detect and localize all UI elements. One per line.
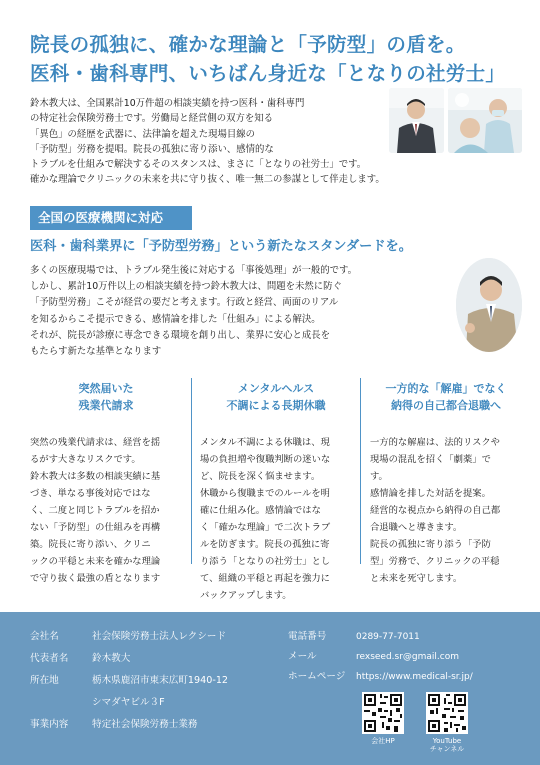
column-line: 場の負担増や復職判断の迷いな — [200, 454, 331, 465]
column-body — [30, 434, 182, 587]
column-line: り添う「となりの社労士」とし — [200, 556, 331, 567]
column-line: く「確かな理論」で二次トラブ — [200, 522, 331, 533]
section-line: しかし、累計10万件以上の相談実績を持つ鈴木教大は、問題を未然に防ぐ — [30, 281, 342, 293]
mail-label: メール — [288, 651, 317, 662]
column-title-line: 一方的な「解雇」でなく — [385, 382, 507, 395]
column-line: と未来を死守します。 — [370, 573, 463, 584]
web-label: ホームページ — [288, 671, 346, 682]
address-line1: 栃木県鹿沼市東末広町1940-12 — [92, 675, 229, 686]
qr-caption-company: 会社HP — [371, 737, 395, 745]
headline-line1: 院長の孤独に、確かな理論と「予防型」の盾を。 — [30, 33, 466, 56]
column-divider — [191, 378, 192, 564]
column-overtime — [30, 380, 182, 587]
section-heading: 医科・歯科業界に「予防型労務」という新たなスタンダードを。 — [30, 239, 412, 254]
dental-clinic-photo — [448, 88, 522, 153]
column-divider — [360, 378, 361, 564]
qr-caption-youtube — [420, 737, 474, 753]
column-line: ルを防ぎます。院長の孤独に寄 — [200, 539, 330, 550]
headline — [30, 30, 530, 88]
qr-code-youtube[interactable] — [426, 692, 468, 734]
section-line: 多くの医療現場では、トラブル発生後に対応する「事後処理」が一般的です。 — [30, 265, 358, 276]
column-line: 鈴木教大は多数の相談実績に基 — [30, 471, 161, 482]
column-line: 型」労務で、クリニックの平穏 — [370, 556, 500, 567]
intro-text-wide — [30, 157, 530, 188]
section-line: それが、院長が診療に専念できる環境を創り出し、業界に安心と成長を — [30, 329, 331, 341]
column-line: 合退職へと導きます。 — [370, 522, 463, 533]
rep-name: 鈴木教大 — [92, 653, 131, 664]
column-line: 院長の孤独に寄り添う「予防 — [370, 539, 491, 550]
column-title — [370, 380, 522, 414]
web-url[interactable]: https://www.medical-sr.jp/ — [356, 672, 473, 682]
intro-line: 鈴木教大は、全国累計10万件超の相談実績を持つ医科・歯科専門 — [30, 98, 305, 109]
column-line: るがす大きなリスクです。 — [30, 454, 141, 465]
column-line: 休職から復職までのルールを明 — [200, 488, 330, 499]
column-line: ない「予防型」の仕組みを再構 — [30, 522, 161, 533]
business-value: 特定社会保険労務士業務 — [92, 719, 198, 730]
column-line: 経営的な視点から納得の自己都 — [370, 505, 501, 516]
qr-caption-line: YouTube — [432, 737, 462, 745]
column-title-line: 納得の自己都合退職へ — [391, 399, 501, 412]
column-body — [370, 434, 522, 587]
address-line2: シマダヤビル３F — [92, 697, 165, 708]
section-line: を知るからこそ提示できる、感情論を排した「仕組み」による解決。 — [30, 313, 321, 325]
company-name: 社会保険労務士法人レクシード — [92, 631, 227, 642]
headline-line2: 医科・歯科専門、いちばん身近な「となりの社労士」 — [30, 62, 506, 85]
column-body — [200, 434, 352, 604]
portrait-photo — [389, 88, 444, 153]
column-line: 感情論を排した対話を提案。 — [370, 488, 491, 499]
company-label: 会社名 — [30, 631, 59, 642]
intro-line: トラブルを仕組みで解決するそのスタンスは、まさに「となりの社労士」です。 — [30, 159, 367, 170]
business-label: 事業内容 — [30, 719, 69, 730]
column-mental-health — [200, 380, 352, 604]
section-line: 「予防型労務」こそが経営の要だと考えます。行政と経営、両面のリアル — [30, 297, 339, 309]
section-tag: 全国の医療機関に対応 — [30, 206, 192, 230]
intro-line: 確かな理論でクリニックの未来を共に守り抜く、唯一無二の参謀として伴走します。 — [30, 174, 385, 186]
rep-label: 代表者名 — [30, 653, 69, 664]
intro-line: 「異色」の経歴を武器に、法律論を超えた現場目線の — [30, 128, 256, 140]
column-line: づき、単なる事後対応ではな — [30, 488, 151, 499]
column-line: メンタル不調による休職は、現 — [200, 437, 330, 448]
column-line: 築。院長に寄り添い、クリニ — [30, 539, 151, 550]
qr-code-company[interactable] — [362, 692, 404, 734]
section-line: もたらす新たな基準となります — [30, 346, 162, 358]
address-label: 所在地 — [30, 675, 59, 686]
column-line: 突然の残業代請求は、経営を揺 — [30, 437, 161, 448]
footer-info — [0, 612, 540, 765]
column-line: 現場の混乱を招く「劇薬」で — [370, 454, 491, 465]
intro-line: の特定社会保険労務士です。労働局と経営側の双方を知る — [30, 113, 274, 125]
column-line: ど、院長を深く悩ませます。 — [200, 471, 321, 482]
column-title — [200, 380, 352, 414]
column-line: で守り抜く最強の盾となります — [30, 573, 161, 584]
column-title-line: 突然届いた — [78, 382, 134, 395]
column-dismissal — [370, 380, 522, 587]
column-title-line: 残業代請求 — [78, 399, 134, 412]
column-title-line: 不調による長期休職 — [226, 399, 326, 412]
phone-label: 電話番号 — [288, 631, 327, 642]
intro-line: 「予防型」労務を提唱。院長の孤独に寄り添い、感情的な — [30, 144, 274, 156]
column-line: て、組織の平穏と再起を強力に — [200, 573, 330, 584]
column-title-line: メンタルヘルス — [237, 382, 315, 395]
column-line: く、二度と同じトラブルを招か — [30, 505, 160, 516]
column-line: す。 — [370, 471, 388, 482]
column-line: 一方的な解雇は、法的リスクや — [370, 437, 500, 448]
column-line: ックの平穏と未来を確かな理論 — [30, 556, 161, 567]
mail-address[interactable]: rexseed.sr@gmail.com — [356, 652, 460, 662]
column-title — [30, 380, 182, 414]
column-line: バックアップします。 — [200, 590, 292, 601]
section-body — [30, 263, 450, 360]
qr-caption-line: チャンネル — [429, 745, 465, 753]
portrait-photo-round — [456, 258, 522, 352]
phone-number[interactable]: 0289-77-7011 — [356, 632, 420, 642]
intro-text — [30, 96, 430, 158]
column-line: 確に仕組み化。感情論ではな — [200, 505, 321, 516]
